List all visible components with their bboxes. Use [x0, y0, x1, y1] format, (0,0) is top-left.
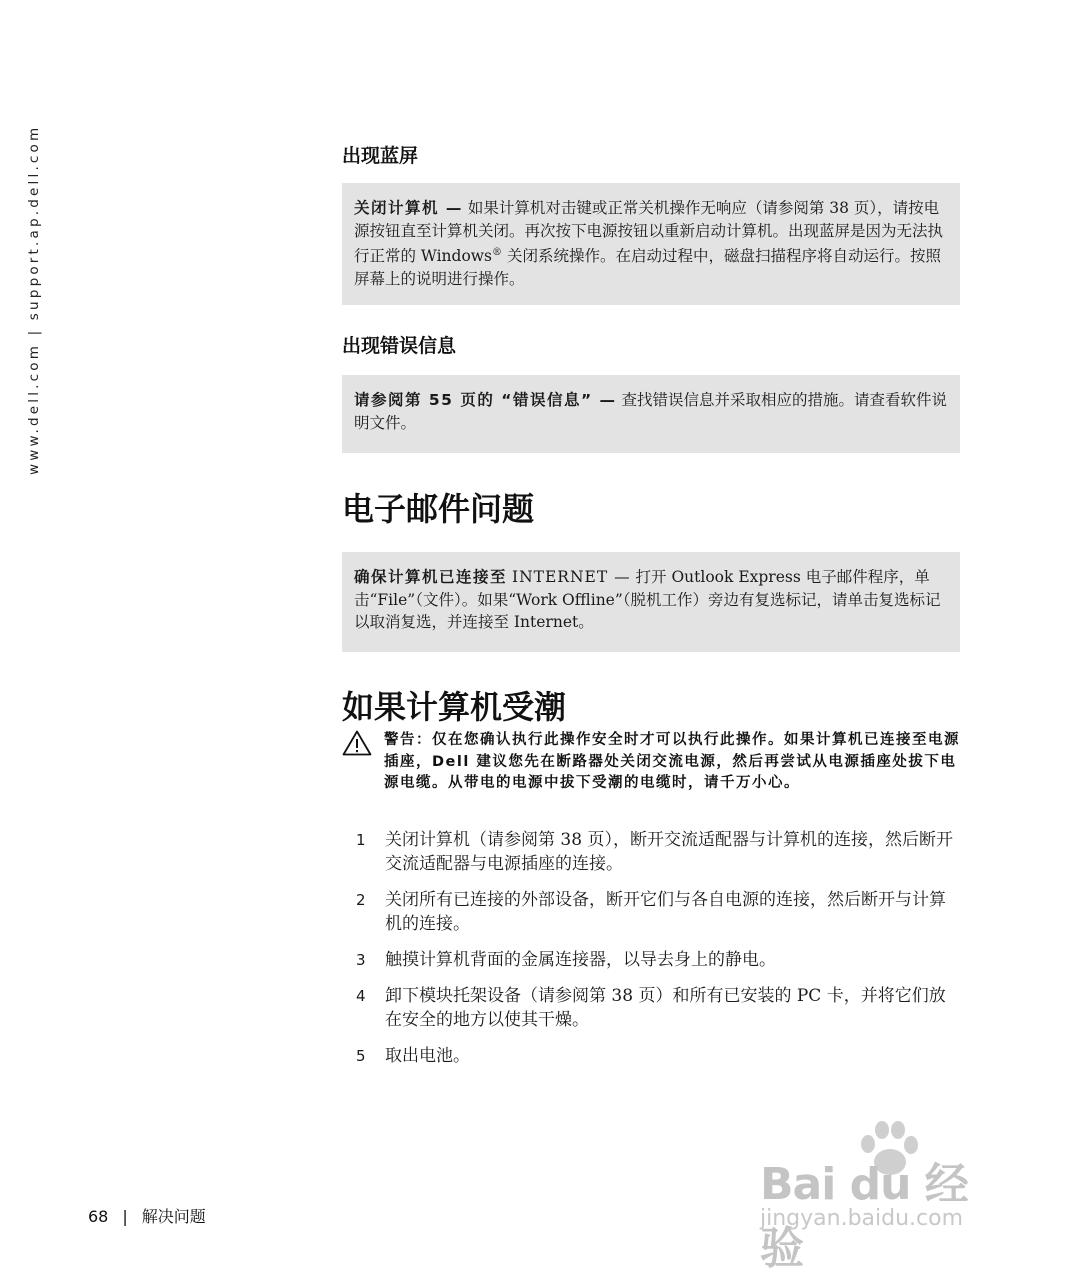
page-footer	[88, 1204, 206, 1227]
footer-section-name: 解决问题	[141, 1207, 206, 1226]
steps-list	[342, 828, 960, 1080]
list-item	[342, 828, 960, 876]
tip-text: 查找错误信息并采取相应的措施。请查看软件说明文件。	[354, 391, 947, 432]
watermark-url: jingyan.baidu.com	[760, 1206, 964, 1231]
tip-box-blue-screen	[342, 183, 960, 305]
heading-wet-computer: 如果计算机受潮	[342, 688, 567, 726]
list-item	[342, 1044, 960, 1068]
step-text: 卸下模块托架设备（请参阅第 38 页）和所有已安装的 PC 卡，并将它们放在安全的地方以使其干燥。	[385, 986, 946, 1030]
list-item	[342, 948, 960, 972]
step-text: 触摸计算机背面的金属连接器，以导去身上的静电。	[385, 950, 776, 970]
tip-lead: 确保计算机已连接至	[354, 568, 508, 586]
heading-email: 电子邮件问题	[342, 490, 535, 528]
step-number: 4	[356, 987, 366, 1005]
tip-text: 如果计算机对击键或正常关机操作无响应（请参阅第 38 页），请按电源按钮直至计算机关闭。再次按下电源按钮以重新启动计算机。出现蓝屏是因为无法执行正常的 Windows	[354, 199, 944, 266]
tip-box-email	[342, 552, 960, 652]
step-number: 5	[356, 1047, 366, 1065]
list-item	[342, 888, 960, 936]
registered-mark: ®	[492, 247, 503, 258]
warning-triangle-icon	[342, 730, 372, 756]
step-text: 取出电池。	[385, 1046, 470, 1066]
step-text: 关闭所有已连接的外部设备，断开它们与各自电源的连接，然后断开与计算机的连接。	[385, 890, 946, 934]
footer-separator: |	[122, 1207, 128, 1226]
tip-text: 打开 Outlook Express 电子邮件程序，单击“File”（文件）。如果“Work Offline”（脱机工作）旁边有复选标记，请单击复选标记以取消复选，并连接至 Internet。	[354, 568, 941, 631]
tip-lead: 关闭计算机 —	[354, 199, 463, 217]
baidu-watermark	[760, 1118, 1000, 1274]
step-number: 1	[356, 831, 366, 849]
tip-text-continued: 关闭系统操作。在启动过程中，磁盘扫描程序将自动运行。按照屏幕上的说明进行操作。	[354, 247, 941, 288]
list-item	[342, 984, 960, 1032]
page-number: 68	[88, 1207, 109, 1226]
tip-lead-caps: INTERNET —	[511, 568, 631, 586]
heading-blue-screen: 出现蓝屏	[342, 145, 419, 167]
step-number: 3	[356, 951, 366, 969]
tip-box-error-message	[342, 375, 960, 453]
step-text: 关闭计算机（请参阅第 38 页），断开交流适配器与计算机的连接，然后断开交流适配器与电源插座的连接。	[385, 830, 953, 874]
step-number: 2	[356, 891, 366, 909]
warning-text: 警告：仅在您确认执行此操作安全时才可以执行此操作。如果计算机已连接至电源插座，Dell 建议您先在断路器处关闭交流电源，然后再尝试从电源插座处拔下电源电缆。从带电的电源中拔下受潮的电缆时，请千万小心。	[384, 732, 960, 791]
sidebar-url: www.dell.com | support.ap.dell.com	[26, 124, 42, 475]
heading-error-message: 出现错误信息	[342, 335, 457, 357]
watermark-logo: Bai du 经验	[760, 1159, 968, 1274]
warning-block	[342, 730, 960, 795]
tip-lead: 请参阅第 55 页的 “错误信息” —	[354, 391, 617, 409]
